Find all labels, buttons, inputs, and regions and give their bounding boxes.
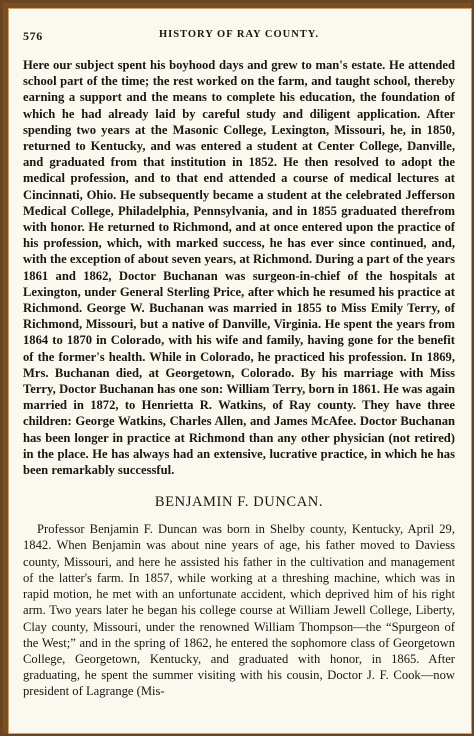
paragraph-buchanan: Here our subject spent his boyhood days and grew to man's estate. He attended school part of the time; the rest worked on the farm, and taught school, thereby earning a support and the means to complete his education, the foundation of which he had already laid by careful study and diligent application. After spending two years at the Masonic College, Lexington, Missouri, he, in 1850, returned to Kentucky, and was entered a student at Center College, Danville, and graduated from that institution in 1852. He then resolved to adopt the medical profession, and to that end attended a course of medical lectures at Cincinnati, Ohio. He subsequently became a student at the celebrated Jefferson Medical College, Philadelphia, Pennsylvania, and in 1855 graduated therefrom with honor. He returned to Richmond, and at once entered upon the practice of his profession, which, with marked success, he has ever since continued, and, with the exception of about seven years, at Richmond. During a part of the years 1861 and 1862, Doctor Buchanan was surgeon-in-chief of the hospitals at Lexington, under General Sterling Price, after which he resumed his practice at Richmond. George W. Buchanan was married in 1855 to Miss Emily Terry, of Richmond, Missouri, but a native of Danville, Virginia. He spent the years from 1864 to 1870 in Colorado, with his wife and family, having gone for the benefit of the former's health. While in Colorado, he practiced his profession. In 1869, Mrs. Buchanan died, at Georgetown, Colorado. By his marriage with Miss Terry, Doctor Buchanan has one son: William Terry, born in 1861. He was again married in 1872, to Henrietta R. Watkins, of Ray county. They have three children: George Watkins, Charles Allen, and James McAfee. Doctor Buchanan has been longer in practice at Richmond than any other physician (not retired) in the place. He has always had an extensive, lucrative practice, in which he has been remarkably successful.	[23, 58, 455, 478]
page-number: 576	[23, 29, 43, 43]
section-heading: BENJAMIN F. DUNCAN.	[154, 494, 324, 511]
paragraph-duncan: Professor Benjamin F. Duncan was born in Shelby county, Kentucky, April 29, 1842. When Benjamin was about nine years of age, his father moved to Daviess county, Missouri, and here he assisted his father in the cultivation and management of the latter's farm. In 1857, while working at a threshing machine, which was in rapid motion, he met with an unfortunate accident, which deprived him of his right arm. Two years later he began his college course at William Jewell College, Liberty, Clay county, Missouri, under the renowned William Thompson—the “Spurgeon of the West;” and in the spring of 1862, he entered the sophomore class of Georgetown College, Georgetown, Kentucky, and graduated with honor, in 1865. After graduating, he spent the summer visiting with his cousin, Doctor J. F. Cook—now president of Lagrange (Mis-	[23, 522, 455, 699]
page-border	[8, 8, 472, 734]
book-page	[23, 29, 455, 700]
running-title: HISTORY OF RAY COUNTY.	[158, 29, 320, 40]
running-head	[23, 29, 455, 47]
